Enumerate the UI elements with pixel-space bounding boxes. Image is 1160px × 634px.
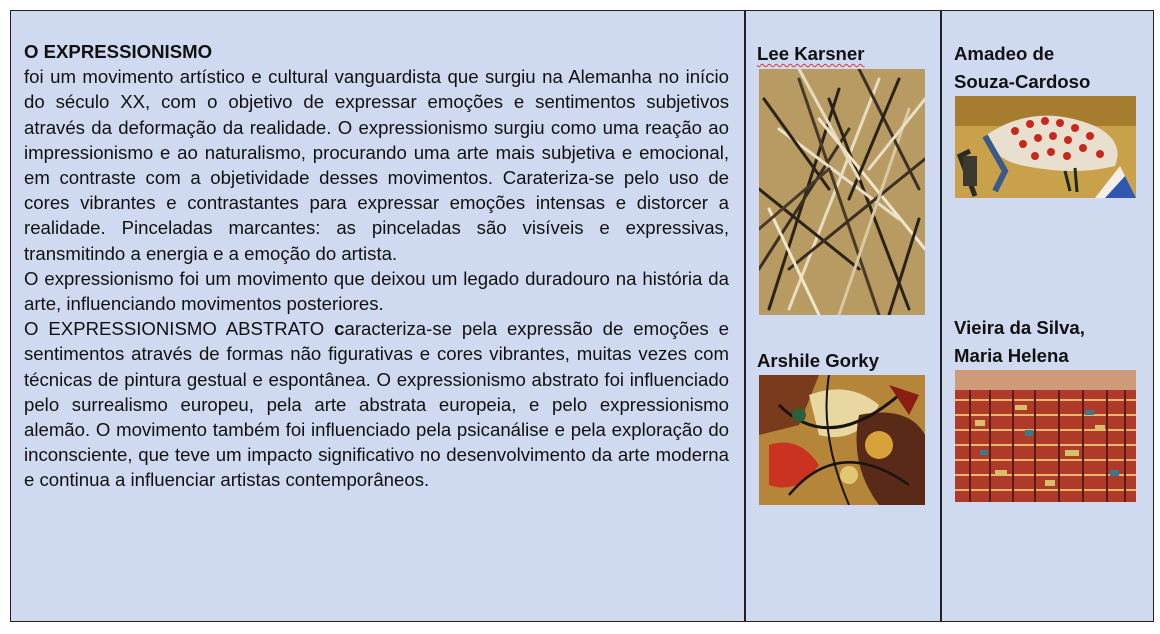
- column-divider: [940, 11, 942, 621]
- column-divider: [744, 11, 746, 621]
- paragraph-3-rest: aracteriza-se pela expressão de emoções e sentimentos através de formas não figurativas e cores vibrantes, muitas vezes com técnicas de pintura gestual e espontânea. O expressionismo abstrato foi influenciado pelo surrealismo europeu, pela arte abstrata europeia, e pelo expressionismo alemão. O movimento também foi influenciado pela psicanálise e pela exploração do inconsciente, que teve um impacto significativo no desenvolvimento da arte moderna e continua a influenciar artistas contemporâneos.: [24, 318, 729, 491]
- paragraph-1: foi um movimento artístico e cultural vanguardista que surgiu na Alemanha no início do século XX, com o objetivo de expressar emoções e sentimentos subjetivos através da deformação da realidade. O expressionismo surgiu como uma reação ao impressionismo e ao naturalismo, procurando uma arte mais subjetiva e emocional, em contraste com a objetividade desses movimentos. Carateriza-se pelo uso de cores vibrantes e contrastantes para expressar emoções intensas e distorcer a realidade. Pinceladas marcantes: as pinceladas são visíveis e expressivas, transmitindo a energia e a emoção do artista.: [24, 66, 729, 264]
- paragraph-3-bold-c: c: [334, 318, 345, 340]
- artist-name-arshile-gorky: Arshile Gorky: [757, 350, 879, 371]
- paragraph-3: [24, 316, 729, 492]
- text-column: [24, 39, 729, 493]
- artwork-amadeo: [955, 96, 1136, 198]
- artwork-lee-krasner: [759, 69, 925, 315]
- artist-name-text: Lee Karsner: [757, 43, 865, 64]
- artist-name-line: Maria Helena: [954, 345, 1069, 366]
- artist-name-line: Souza-Cardoso: [954, 71, 1091, 92]
- artwork-vieira: [955, 370, 1136, 502]
- artist-name-line: Amadeo de: [954, 43, 1055, 64]
- artist-name-amadeo: [954, 40, 1090, 96]
- artist-name-vieira: [954, 314, 1085, 370]
- paragraph-3-lead: O EXPRESSIONISMO ABSTRATO: [24, 318, 335, 340]
- artist-name-line: Vieira da Silva,: [954, 317, 1085, 338]
- section-heading: O EXPRESSIONISMO: [24, 41, 213, 62]
- paragraph-2: O expressionismo foi um movimento que deixou um legado duradouro na história da arte, influenciando movimentos posteriores.: [24, 267, 729, 315]
- artwork-arshile-gorky: [759, 375, 925, 505]
- artist-name-lee-krasner: [757, 40, 865, 68]
- document-table: [10, 10, 1154, 622]
